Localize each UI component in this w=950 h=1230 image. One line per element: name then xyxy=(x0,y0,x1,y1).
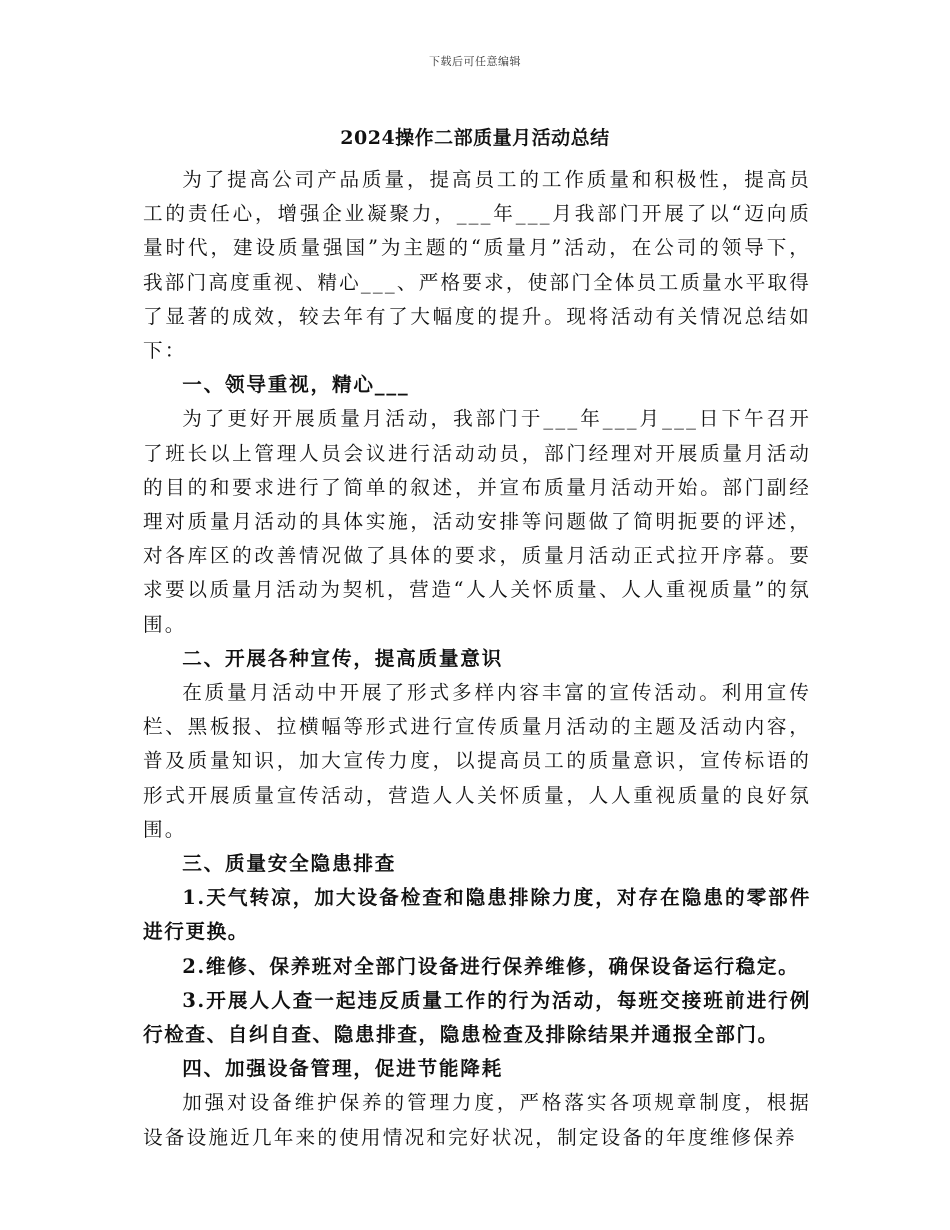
section-4-body: 加强对设备维护保养的管理力度，严格落实各项规章制度，根据设备设施近几年来的使用情况和完好状况，制定设备的年度维修保养 xyxy=(143,1091,811,1149)
section-2-body: 在质量月活动中开展了形式多样内容丰富的宣传活动。利用宣传栏、黑板报、拉横幅等形式进行宣传质量月活动的主题及活动内容，普及质量知识，加大宣传力度，以提高员工的质量意识，宣传标语的形式开展质量宣传活动，营造人人关怀质量，人人重视质量的良好氛围。 xyxy=(143,681,811,841)
header-note: 下载后可任意编辑 xyxy=(429,55,521,68)
section-2-heading: 二、开展各种宣传，提高质量意识 xyxy=(182,646,504,670)
intro-paragraph: 为了提高公司产品质量，提高员工的工作质量和积极性，提高员工的责任心，增强企业凝聚力，___年___月我部门开展了以“迈向质量时代，建设质量强国”为主题的“质量月”活动，在公司的领导下，我部门高度重视、精心___、严格要求，使部门全体员工质量水平取得了显著的成效，较去年有了大幅度的提升。现将活动有关情况总结如下： xyxy=(143,168,812,363)
section-3-item-1: 1.天气转凉，加大设备检查和隐患排除力度，对存在隐患的零部件进行更换。 xyxy=(143,886,811,944)
section-1-heading: 一、领导重视，精心___ xyxy=(182,373,410,397)
section-4-heading: 四、加强设备管理，促进节能降耗 xyxy=(182,1057,504,1081)
document-body xyxy=(143,163,811,1155)
document-title: 2024操作二部质量月活动总结 xyxy=(340,127,610,149)
section-1-body: 为了更好开展质量月活动，我部门于___年___月___日下午召开了班长以上管理人员会议进行活动动员，部门经理对开展质量月活动的目的和要求进行了简单的叙述，并宣布质量月活动开始。部门副经理对质量月活动的具体实施，活动安排等问题做了简明扼要的评述，对各库区的改善情况做了具体的要求，质量月活动正式拉开序幕。要求要以质量月活动为契机，营造“人人关怀质量、人人重视质量”的氛围。 xyxy=(143,407,811,636)
section-3-item-3: 3.开展人人查一起违反质量工作的行为活动，每班交接班前进行例行检查、自纠自查、隐患排查，隐患检查及排除结果并通报全部门。 xyxy=(143,988,811,1047)
section-3-heading: 三、质量安全隐患排查 xyxy=(182,852,397,876)
section-3-item-2: 2.维修、保养班对全部门设备进行保养维修，确保设备运行稳定。 xyxy=(182,954,800,978)
